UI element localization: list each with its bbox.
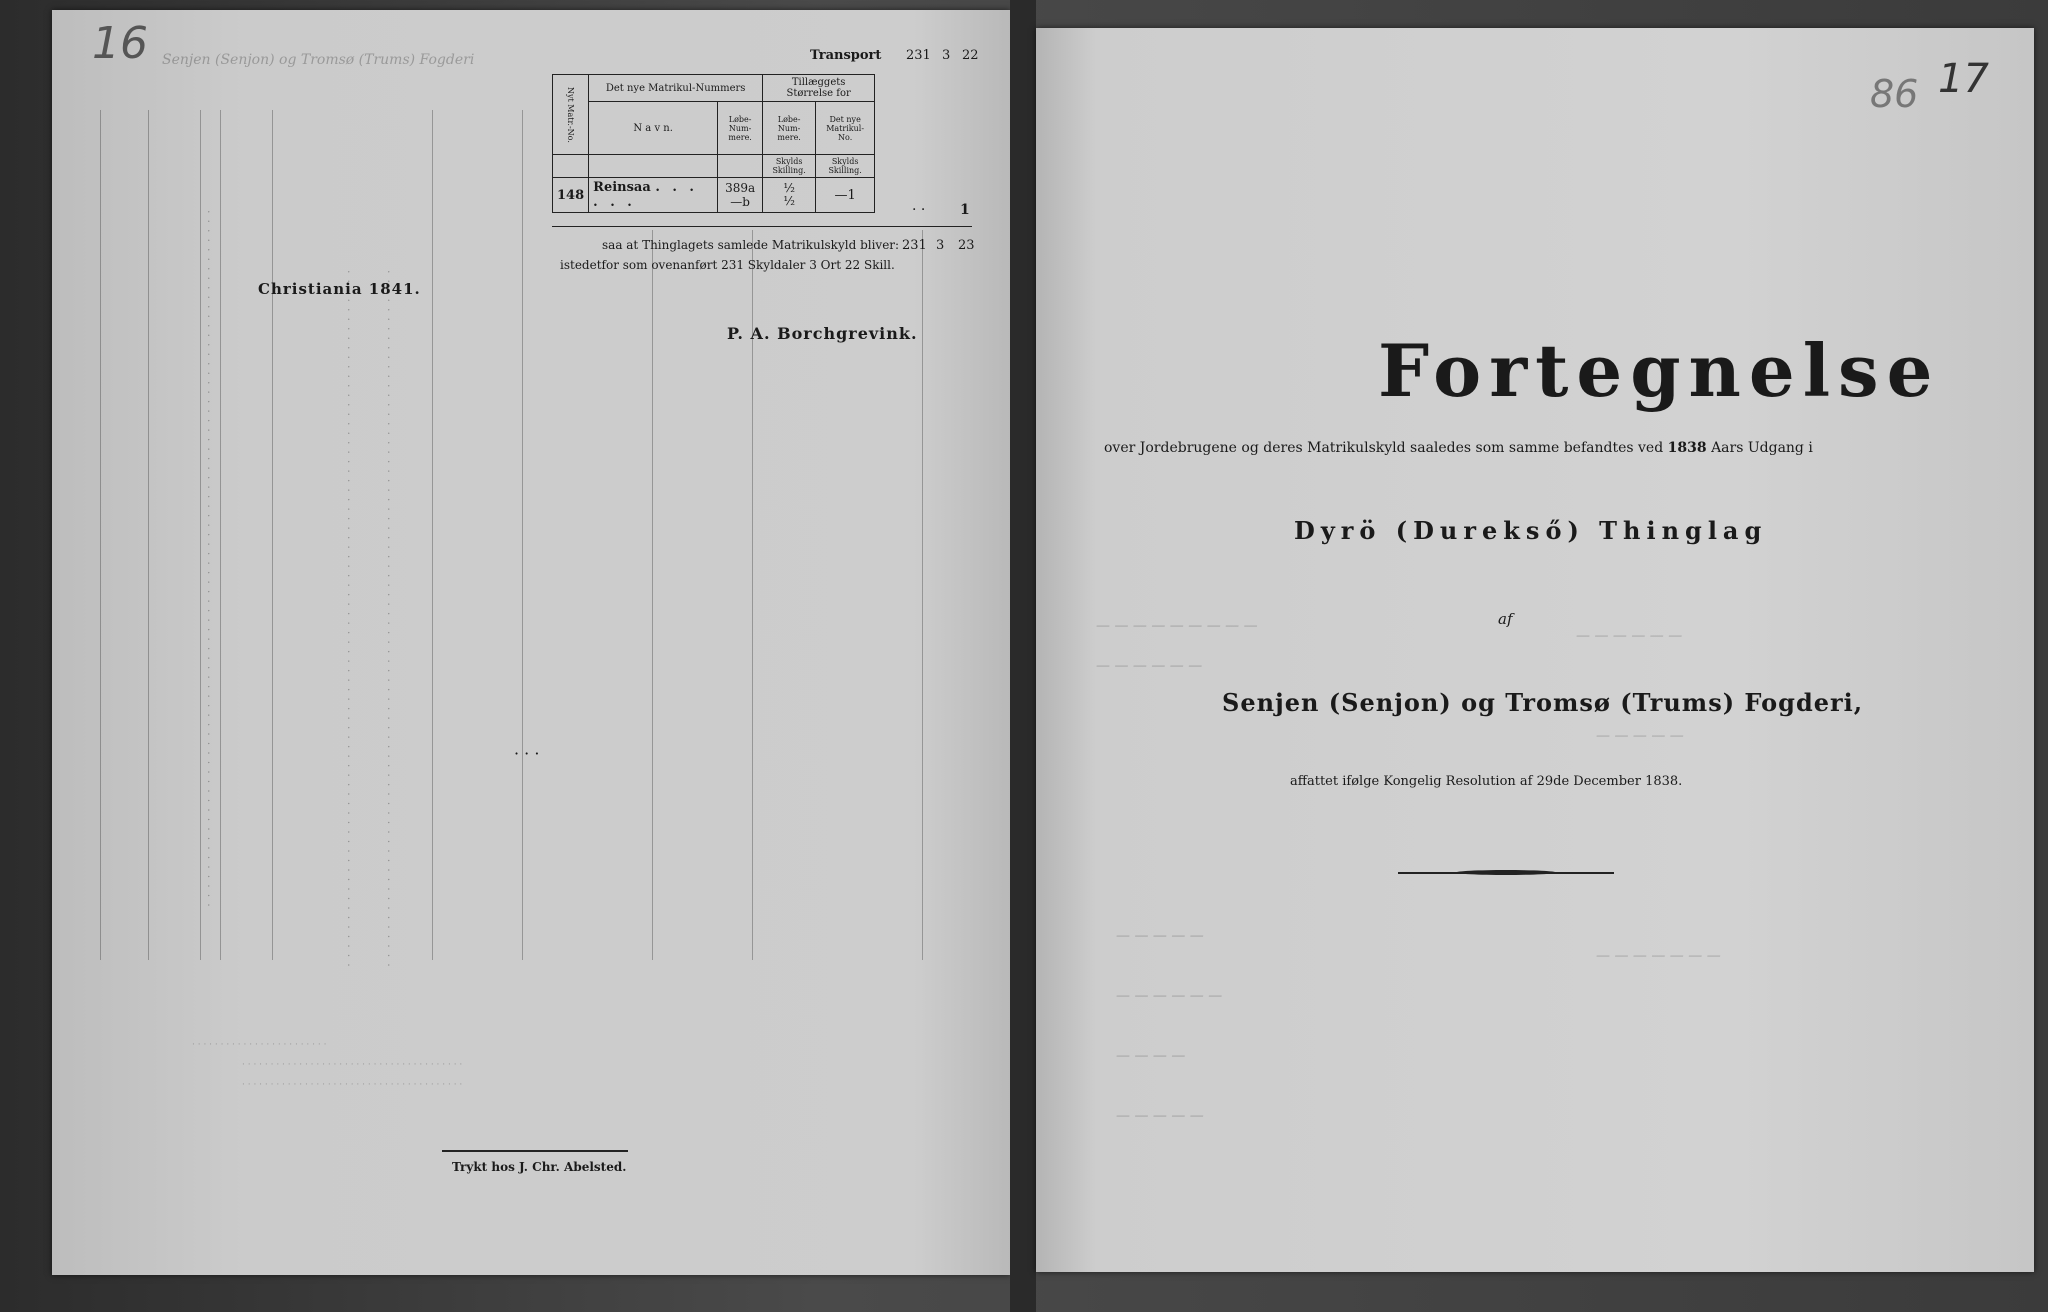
row-nr: 148 (553, 178, 589, 213)
summary-value-3: 23 (958, 238, 975, 253)
summary-rule (552, 226, 972, 227)
row-one: 1 (960, 202, 970, 218)
col-lobe-num-2: Løbe-Num-mere. (763, 102, 816, 155)
table-row (553, 178, 875, 213)
row-navn: Reinsaa . . . . . . (589, 178, 718, 213)
ghost-text: · · · · · · · · · · · · · · · · · · · · · · · · (192, 1040, 327, 1050)
left-page (52, 10, 1010, 1275)
ghost-column-line (200, 110, 201, 960)
ghost-pencil-text: — — — — (1116, 1048, 1186, 1064)
matrikul-table (552, 74, 875, 213)
sub-skyld-2: Skylds Skilling. (816, 155, 875, 178)
sub-skyld-1: Skylds Skilling. (763, 155, 816, 178)
ghost-column-line (522, 110, 523, 960)
ghost-pencil-text: — — — — — — (1576, 628, 1683, 644)
handwritten-page-number-faint: 86 (1870, 72, 1919, 116)
faint-header-text: Senjen (Senjon) og Tromsø (Trums) Fogderi (162, 52, 475, 68)
ghost-pencil-text: — — — — — (1116, 928, 1204, 944)
summary-line-1: saa at Thinglagets samlede Matrikulskyld bliver: (602, 238, 900, 252)
summary-value-1: 231 (902, 238, 927, 253)
ghost-pencil-text: — — — — — — (1116, 988, 1223, 1004)
handwritten-page-number-right: 17 (1938, 56, 1989, 102)
transport-value-1: 231 (906, 48, 931, 63)
col-matr-no: Det nye Matrikul-No. (816, 102, 875, 155)
handwritten-page-number-left: 16 (92, 18, 148, 69)
group-tillaeg: Tillæggets Størrelse for (763, 75, 875, 102)
right-page (1036, 28, 2034, 1272)
printer-rule (442, 1150, 628, 1152)
ghost-column-line (922, 230, 923, 960)
transport-value-3: 22 (962, 48, 979, 63)
transport-value-2: 3 (942, 48, 951, 63)
ghost-column-line (148, 110, 149, 960)
ghost-column-line (432, 110, 433, 960)
ghost-pencil-text: — — — — — (1116, 1108, 1204, 1124)
row-lobenr: 389a —b (718, 178, 763, 213)
ghost-column-line (272, 110, 273, 960)
ghost-column-line (100, 110, 101, 960)
book-spine (1010, 0, 1036, 1312)
decorative-rule-center (1456, 870, 1556, 875)
ghost-pencil-text: — — — — — — — (1596, 948, 1721, 964)
ghost-text: · · · · · · · · · · · · · · · · · · · · · · · · · · · · · · · · · · · · · · · (242, 1080, 463, 1090)
col-navn: N a v n. (589, 102, 718, 155)
signature: P. A. Borchgrevink. (727, 324, 918, 343)
row-frac: ½ ½ (763, 178, 816, 213)
dots-mark: · · · (514, 744, 540, 763)
ghost-pencil-text: — — — — — — — — — (1096, 618, 1258, 634)
row-dash: —1 (816, 178, 875, 213)
transport-label: Transport (810, 48, 882, 63)
row-dots: · · (912, 202, 926, 218)
ghost-dot-column: ·········································································· (342, 270, 355, 973)
place-date: Christiania 1841. (258, 280, 421, 298)
ghost-pencil-text: — — — — — (1596, 728, 1684, 744)
col-lobe-num: Løbe-Num-mere. (718, 102, 763, 155)
ghost-dot-column: ·········································································· (382, 270, 395, 973)
printer-line: Trykt hos J. Chr. Abelsted. (452, 1160, 627, 1174)
ghost-text: · · · · · · · · · · · · · · · · · · · · · · · · · · · · · · · · · · · · · · · (242, 1060, 463, 1070)
ghost-column-line (652, 230, 653, 960)
document-title: Fortegnelse (1378, 328, 1941, 413)
resolution-line: affattet ifølge Kongelig Resolution af 29de December 1838. (1290, 774, 1683, 789)
af-word: af (1498, 610, 1513, 628)
intro-line: over Jordebrugene og deres Matrikulskyld saaledes som samme befandtes ved 1838 Aars Udgang i (1104, 440, 1813, 456)
group-new-matrikul: Det nye Matrikul-Nummers (589, 75, 763, 102)
ghost-dot-column: ·········································································· (202, 210, 215, 913)
ghost-pencil-text: — — — — — — (1096, 658, 1203, 674)
summary-line-2: istedetfor som ovenanført 231 Skyldaler 3 Ort 22 Skill. (560, 258, 895, 272)
fogderi-name: Senjen (Senjon) og Tromsø (Trums) Fogderi, (1222, 688, 1864, 717)
thinglag-name: Dyrö (Durekső) Thinglag (1294, 516, 1768, 545)
summary-value-2: 3 (936, 238, 945, 253)
col-nyt-matr-no: Nyt Matr.-No. (553, 75, 589, 155)
ghost-column-line (220, 110, 221, 960)
